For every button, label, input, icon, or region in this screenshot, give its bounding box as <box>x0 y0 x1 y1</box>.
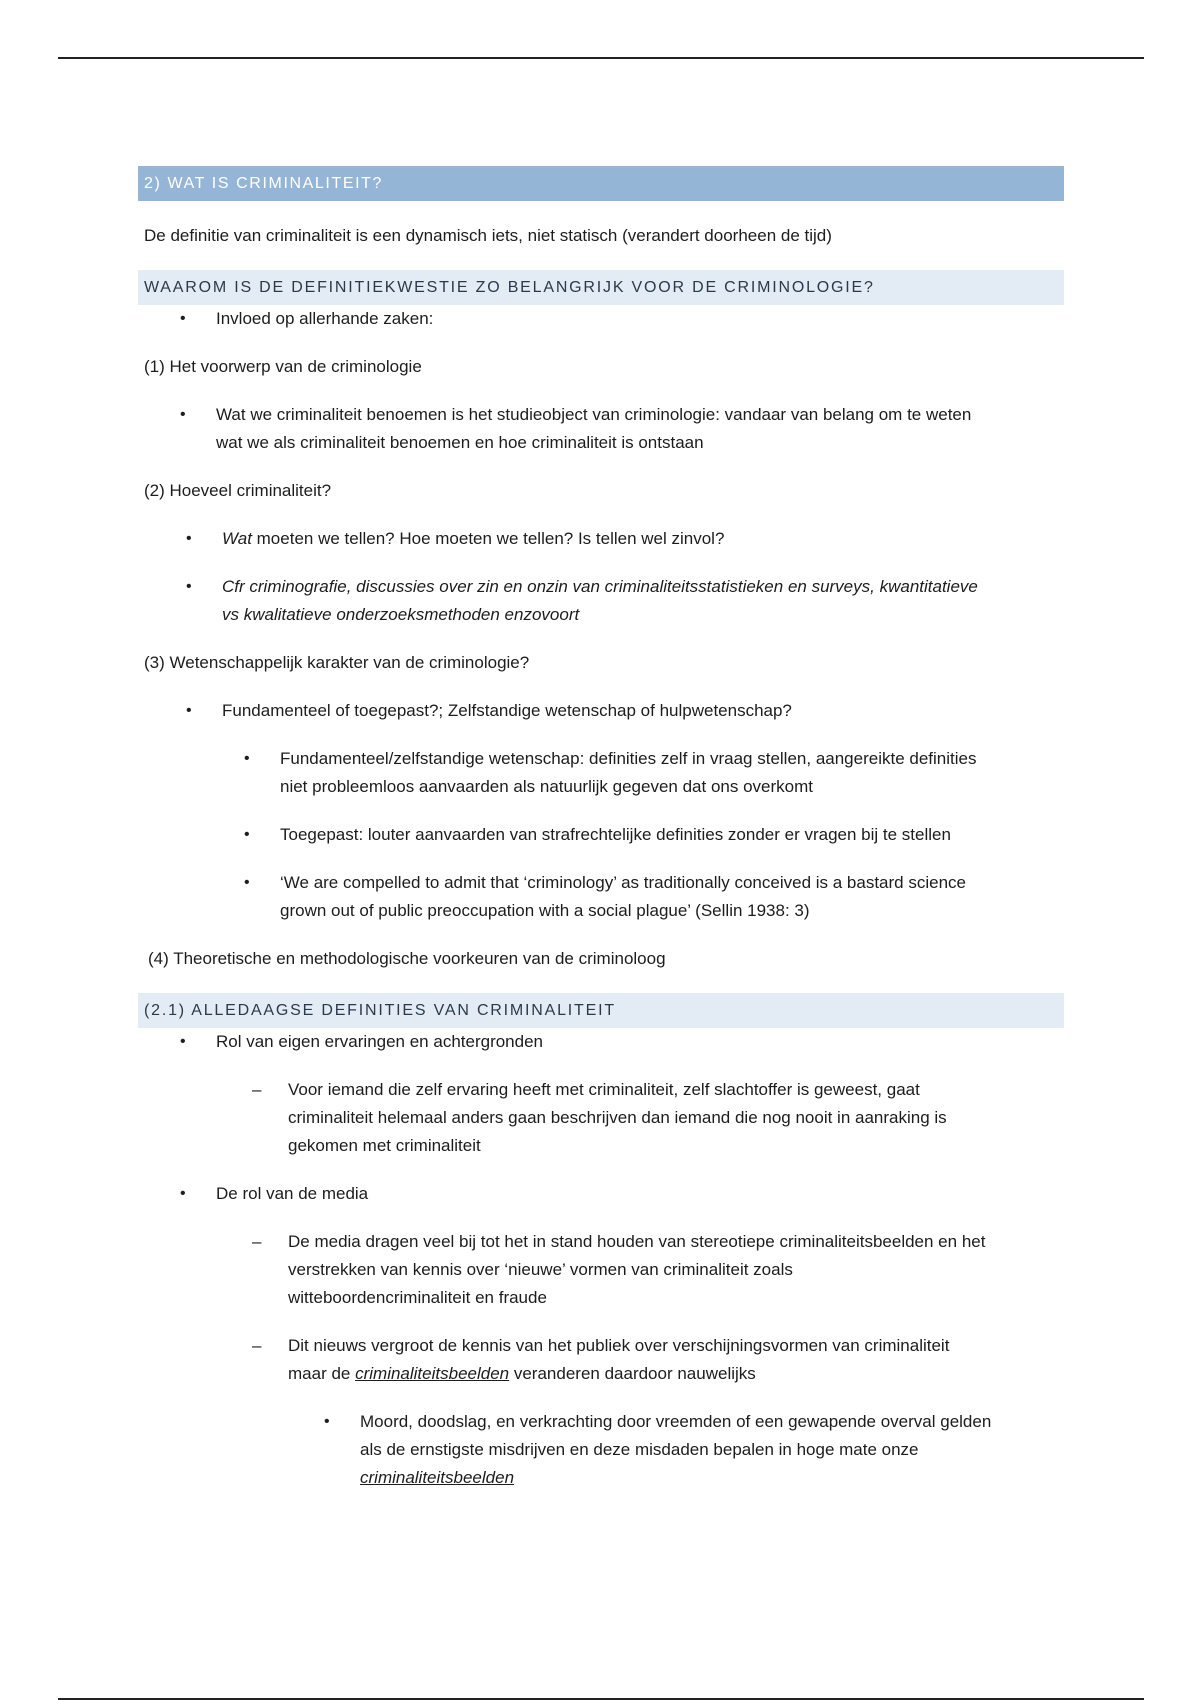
bullet-icon: • <box>244 874 250 891</box>
list-item-text: Moord, doodslag, en verkrachting door vreemden of een gewapende overval gelden <box>360 1412 992 1431</box>
paragraph-heading-1: (1) Het voorwerp van de criminologie <box>144 357 422 376</box>
bullet-icon: • <box>186 578 192 595</box>
list-item-text: maar de <box>288 1364 356 1383</box>
underlined-term: criminaliteitsbeelden <box>355 1364 510 1383</box>
list-item-text: Voor iemand die zelf ervaring heeft met criminaliteit, zelf slachtoffer is geweest, gaat <box>288 1080 920 1099</box>
list-item <box>138 1180 1064 1208</box>
bullet-icon: • <box>180 1185 186 1202</box>
list-item-text: Toegepast: louter aanvaarden van strafrechtelijke definities zonder er vragen bij te stellen <box>280 825 951 844</box>
list-item <box>138 573 1064 629</box>
bullet-icon: • <box>186 530 192 547</box>
bullet-icon: • <box>180 406 186 423</box>
list-item <box>138 1076 1064 1160</box>
list-item-text: vs kwalitatieve onderzoeksmethoden enzovoort <box>222 605 580 624</box>
underlined-term: criminaliteitsbeelden <box>360 1468 515 1487</box>
list-item-text: Cfr criminografie, discussies over zin en onzin van criminaliteitsstatistieken en surveys, kwantitatieve <box>222 577 978 596</box>
list-item-text: verstrekken van kennis over ‘nieuwe’ vormen van criminaliteit zoals <box>288 1260 793 1279</box>
list-item-text: witteboordencriminaliteit en fraude <box>288 1288 547 1307</box>
list-item-text: moeten we tellen? Hoe moeten we tellen? Is tellen wel zinvol? <box>251 529 725 548</box>
list-item-text: De media dragen veel bij tot het in stand houden van stereotiepe criminaliteitsbeelden en het <box>288 1232 986 1251</box>
list-item-text: gekomen met criminaliteit <box>288 1136 481 1155</box>
subsection-heading-definitiekwestie: WAAROM IS DE DEFINITIEKWESTIE ZO BELANGRIJK VOOR DE CRIMINOLOGIE? <box>138 270 1064 305</box>
list-item <box>138 305 1064 333</box>
bullet-icon: • <box>180 310 186 327</box>
list-item-text: grown out of public preoccupation with a social plague’ (Sellin 1938: 3) <box>280 901 810 920</box>
list-item <box>138 401 1064 457</box>
list-item <box>138 869 1064 925</box>
italic-word: Wat <box>222 529 252 548</box>
list-item <box>138 821 1064 849</box>
intro-paragraph: De definitie van criminaliteit is een dynamisch iets, niet statisch (verandert doorheen de tijd) <box>144 226 832 245</box>
list-item-text: wat we als criminaliteit benoemen en hoe criminaliteit is ontstaan <box>216 433 704 452</box>
paragraph-heading-3: (3) Wetenschappelijk karakter van de criminologie? <box>144 653 530 672</box>
list-item-text: Wat we criminaliteit benoemen is het studieobject van criminologie: vandaar van belang om te weten <box>216 405 972 424</box>
list-item <box>138 745 1064 801</box>
list-item <box>138 525 1064 553</box>
paragraph-heading-4: (4) Theoretische en methodologische voorkeuren van de criminoloog <box>148 949 666 968</box>
list-item-text: Fundamenteel of toegepast?; Zelfstandige wetenschap of hulpwetenschap? <box>222 701 792 720</box>
bullet-icon: • <box>324 1413 330 1430</box>
list-item-text: De rol van de media <box>216 1184 369 1203</box>
list-item-text: veranderen daardoor nauwelijks <box>509 1364 756 1383</box>
header-rule <box>58 57 1144 59</box>
dash-icon: – <box>252 1336 262 1355</box>
bullet-icon: • <box>180 1033 186 1050</box>
bullet-icon: • <box>244 826 250 843</box>
list-item <box>138 697 1064 725</box>
list-item-text: Rol van eigen ervaringen en achtergronden <box>216 1032 544 1051</box>
list-item-text: Fundamenteel/zelfstandige wetenschap: definities zelf in vraag stellen, aangereikte definities <box>280 749 977 768</box>
list-item-text: Invloed op allerhande zaken: <box>216 309 434 328</box>
list-item-text: als de ernstigste misdrijven en deze misdaden bepalen in hoge mate onze <box>360 1440 919 1459</box>
list-item-text: criminaliteit helemaal anders gaan beschrijven dan iemand die nog nooit in aanraking is <box>288 1108 947 1127</box>
dash-icon: – <box>252 1232 262 1251</box>
list-item <box>138 1028 1064 1056</box>
subsection-heading-alledaagse: (2.1) ALLEDAAGSE DEFINITIES VAN CRIMINALITEIT <box>138 993 1064 1028</box>
dash-icon: – <box>252 1080 262 1099</box>
list-item-text: Dit nieuws vergroot de kennis van het publiek over verschijningsvormen van criminaliteit <box>288 1336 950 1355</box>
bullet-icon: • <box>244 750 250 767</box>
document-page <box>138 166 1064 1492</box>
list-item-text: niet probleemloos aanvaarden als natuurlijk gegeven dat ons overkomt <box>280 777 813 796</box>
section-heading: 2) WAT IS CRIMINALITEIT? <box>138 166 1064 201</box>
paragraph-heading-2: (2) Hoeveel criminaliteit? <box>144 481 332 500</box>
list-item <box>138 1408 1064 1492</box>
bullet-icon: • <box>186 702 192 719</box>
list-item <box>138 1332 1064 1388</box>
list-item-text: ‘We are compelled to admit that ‘criminology’ as traditionally conceived is a bastard science <box>280 873 966 892</box>
list-item <box>138 1228 1064 1312</box>
